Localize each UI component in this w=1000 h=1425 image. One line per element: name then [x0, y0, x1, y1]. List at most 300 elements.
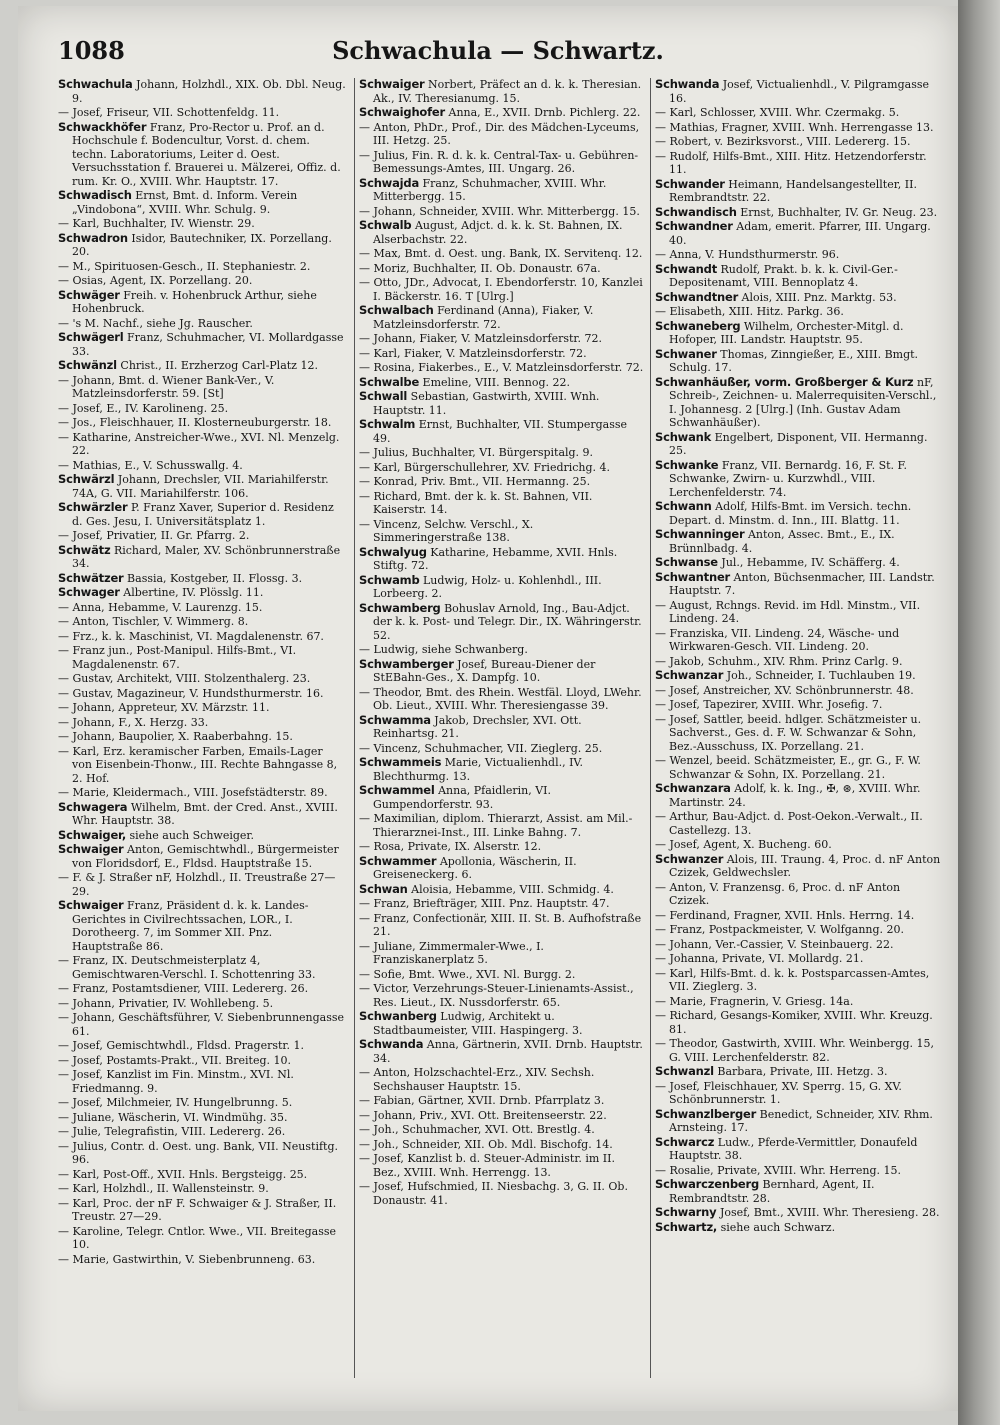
- entry-details: — Sofie, Bmt. Wwe., XVI. Nl. Burgg. 2.: [359, 967, 576, 981]
- entry-surname: Schwanzer: [655, 851, 724, 866]
- directory-page: [18, 6, 958, 1411]
- entry-surname: Schwanke: [655, 457, 719, 472]
- directory-entry: [58, 1140, 346, 1167]
- entry-details: Ernst, Buchhalter, VII. Stumpergasse 49.: [373, 418, 627, 445]
- directory-entry: [655, 348, 941, 375]
- entry-details: Bohuslav Arnold, Ing., Bau-Adjct. der k. k. Post- und Telegr. Dir., IX. Währingerstr. 52.: [373, 601, 642, 642]
- entry-surname: Schwarczenberg: [655, 1177, 759, 1191]
- entry-details: Jul., Hebamme, IV. Schäfferg. 4.: [721, 556, 900, 569]
- directory-entry: [58, 459, 346, 473]
- page-number: 1088: [58, 36, 125, 65]
- directory-entry: [58, 982, 346, 996]
- entry-details: — Karoline, Telegr. Cntlor. Wwe., VII. Breitegasse 10.: [58, 1224, 337, 1251]
- entry-details: Josef, Victualienhdl., V. Pilgramgasse 16.: [669, 78, 930, 105]
- directory-entry: [655, 78, 941, 105]
- entry-surname: Schwäger: [58, 287, 120, 302]
- entry-details: Anton, Büchsenmacher, III. Landstr. Hauptstr. 7.: [669, 570, 935, 597]
- directory-entry: [655, 150, 941, 177]
- entry-details: — Moriz, Buchhalter, II. Ob. Donaustr. 67a.: [359, 261, 601, 275]
- entry-details: Anna, Pfaidlerin, VI. Gumpendorferstr. 93.: [373, 784, 551, 811]
- entry-details: — Rosalie, Private, XVIII. Whr. Herreng. 15.: [655, 1163, 901, 1177]
- entry-details: — Anton, Holzschachtel-Erz., XIV. Sechsh. Sechshauser Hauptstr. 15.: [359, 1066, 595, 1093]
- directory-entry: [58, 1111, 346, 1125]
- directory-entry: [359, 897, 645, 911]
- directory-entry: [359, 968, 645, 982]
- directory-entry: [655, 754, 941, 781]
- entry-surname: Schwamma: [359, 712, 431, 727]
- directory-entry: [655, 853, 941, 880]
- entry-details: — Karl, Erz. keramischer Farben, Emails-Lager von Eisenbein-Thonw., III. Rechte Bahngasse 8, 2. Hof.: [58, 744, 338, 785]
- directory-entry: [359, 1066, 645, 1093]
- directory-entry: [359, 304, 645, 331]
- directory-entry: [655, 1164, 941, 1178]
- directory-entry: [58, 1068, 346, 1095]
- entry-details: nF, Schreib-, Zeichnen- u. Malerrequisiten-Verschl., I. Johannesg. 2 [Ulrg.] (Inh. Gustav Adam Schwanhäußer).: [669, 375, 937, 429]
- directory-entry: [655, 995, 941, 1009]
- entry-details: — Johann, Priv., XVI. Ott. Breitenseerstr. 22.: [359, 1108, 607, 1122]
- directory-entry: [655, 248, 941, 262]
- entry-details: — Josef, Agent, X. Bucheng. 60.: [655, 838, 832, 851]
- directory-entry: [359, 1123, 645, 1137]
- entry-details: Joh., Schneider, I. Tuchlauben 19.: [726, 669, 916, 682]
- entry-details: — Joh., Schneider, XII. Ob. Mdl. Bischofg. 14.: [359, 1137, 613, 1151]
- entry-details: — Karl, Fiaker, V. Matzleinsdorferstr. 72.: [359, 346, 587, 360]
- entry-surname: Schwammeis: [359, 755, 442, 769]
- directory-entry: [58, 331, 346, 358]
- entry-details: — Frz., k. k. Maschinist, VI. Magdalenenstr. 67.: [58, 629, 324, 643]
- directory-entry: [359, 912, 645, 939]
- directory-entry: [655, 810, 941, 837]
- page-edge: [958, 0, 1000, 1425]
- entry-surname: Schwanzl: [655, 1064, 714, 1078]
- directory-entry: [655, 206, 941, 220]
- entry-surname: Schwachula: [58, 78, 133, 91]
- entry-details: — Julius, Fin. R. d. k. k. Central-Tax- u. Gebühren-Bemessungs-Amtes, III. Ungarg. 26.: [359, 148, 639, 175]
- directory-entry: [359, 784, 645, 811]
- entry-details: Freih. v. Hohenbruck Arthur, siehe Hohenbruck.: [72, 288, 317, 315]
- entry-details: Thomas, Zinngießer, E., XIII. Bmgt. Schulg. 17.: [669, 347, 919, 374]
- directory-entry: [58, 801, 346, 828]
- entry-details: — Franz, Postamtsdiener, VIII. Ledererg. 26.: [58, 982, 309, 995]
- entry-details: Ludwig, Holz- u. Kohlenhdl., III. Lorbeerg. 2.: [373, 573, 602, 600]
- directory-entry: [359, 742, 645, 756]
- directory-entry: [58, 416, 346, 430]
- directory-entry: [655, 459, 941, 500]
- directory-entry: [58, 601, 346, 615]
- entry-details: Benedict, Schneider, XIV. Rhm. Arnsteing. 17.: [669, 1107, 933, 1134]
- entry-details: — Anna, V. Hundsthurmerstr. 96.: [655, 248, 840, 261]
- entry-surname: Schwanda: [655, 78, 720, 91]
- directory-entry: [655, 135, 941, 149]
- entry-details: Marie, Victualienhdl., IV. Blechthurmg. 13.: [373, 756, 583, 783]
- entry-details: — Rosa, Private, IX. Alserstr. 12.: [359, 840, 542, 853]
- entry-details: Franz, Präsident d. k. k. Landes-Gerichtes in Civilrechtssachen, LOR., I. Dorotheerg. 7, im Sommer XII. Pnz. Hauptstraße 86.: [72, 899, 309, 953]
- directory-entry: [58, 1225, 346, 1252]
- directory-entry: [655, 571, 941, 598]
- entry-surname: Schwartz,: [655, 1219, 718, 1234]
- directory-entry: [58, 260, 346, 274]
- directory-entry: [58, 1253, 346, 1267]
- entry-details: — Josef, Tapezirer, XVIII. Whr. Josefig. 7.: [655, 698, 883, 711]
- entry-details: — M., Spirituosen-Gesch., II. Stephaniestr. 2.: [58, 259, 311, 273]
- entry-details: — Fabian, Gärtner, XVII. Drnb. Pfarrplatz 3.: [359, 1094, 605, 1107]
- directory-entry: [655, 376, 941, 430]
- entry-surname: Schwann: [655, 499, 712, 513]
- directory-entry: [655, 923, 941, 937]
- directory-entry: [655, 655, 941, 669]
- directory-entry: [359, 602, 645, 643]
- directory-entry: [359, 1138, 645, 1152]
- entry-details: — Josef, Friseur, VII. Schottenfeldg. 11.: [58, 106, 280, 119]
- directory-entry: [655, 967, 941, 994]
- directory-entry: [655, 106, 941, 120]
- directory-entry: [58, 217, 346, 231]
- entry-details: Heimann, Handelsangestellter, II. Rembrandtstr. 22.: [669, 177, 917, 204]
- entry-surname: Schwärzler: [58, 500, 128, 514]
- entry-surname: Schwalyug: [359, 544, 427, 559]
- directory-entry: [359, 461, 645, 475]
- directory-entry: [58, 672, 346, 686]
- entry-surname: Schwadron: [58, 230, 128, 245]
- directory-entry: [359, 347, 645, 361]
- entry-details: — Johann, Appreteur, XV. Märzstr. 11.: [58, 701, 270, 714]
- directory-entry: [359, 546, 645, 573]
- entry-details: Franz, Schuhmacher, VI. Mollardgasse 33.: [72, 331, 344, 358]
- directory-entry: [655, 1065, 941, 1079]
- directory-entry: [58, 745, 346, 786]
- entry-details: — 's M. Nachf., siehe Jg. Rauscher.: [58, 316, 253, 330]
- directory-entry: [655, 1037, 941, 1064]
- entry-surname: Schwanzlberger: [655, 1106, 757, 1121]
- entry-details: Ludw., Pferde-Vermittler, Donaufeld Hauptstr. 38.: [669, 1135, 918, 1162]
- entry-details: — Karl, Post-Off., XVII. Hnls. Bergsteigg. 25.: [58, 1167, 308, 1181]
- entry-surname: Schwaighofer: [359, 105, 446, 119]
- columns: [58, 78, 941, 1378]
- entry-details: — Marie, Kleidermach., VIII. Josefstädterstr. 89.: [58, 786, 328, 799]
- entry-details: Anna, E., XVII. Drnb. Pichlerg. 22.: [448, 106, 641, 119]
- directory-entry: [58, 529, 346, 543]
- entry-details: — Josef, Anstreicher, XV. Schönbrunnerstr. 48.: [655, 683, 914, 697]
- directory-entry: [58, 374, 346, 401]
- entry-surname: Schwammer: [359, 853, 437, 868]
- directory-entry: [359, 940, 645, 967]
- entry-details: siehe auch Schwarz.: [720, 1220, 836, 1234]
- entry-surname: Schwandisch: [655, 204, 737, 219]
- entry-details: — Karl, Bürgerschullehrer, XV. Friedrichg. 4.: [359, 460, 611, 474]
- entry-details: — Vincenz, Selchw. Verschl., X. Simmeringerstraße 138.: [359, 517, 534, 544]
- entry-details: Ludwig, Architekt u. Stadtbaumeister, VIII. Haspingerg. 3.: [373, 1010, 583, 1037]
- entry-details: — Anna, Hebamme, V. Laurenzg. 15.: [58, 600, 263, 614]
- directory-entry: [359, 756, 645, 783]
- entry-surname: Schwaiger: [58, 842, 124, 856]
- entry-details: — Johann, Ver.-Cassier, V. Steinbauerg. 22.: [655, 937, 894, 951]
- directory-entry: [359, 574, 645, 601]
- directory-entry: [58, 843, 346, 870]
- entry-details: Anna, Gärtnerin, XVII. Drnb. Hauptstr. 34.: [373, 1038, 643, 1065]
- directory-entry: [58, 701, 346, 715]
- column-right: [650, 78, 941, 1378]
- directory-entry: [359, 475, 645, 489]
- entry-details: — Franziska, VII. Lindeng. 24, Wäsche- und Wirkwaren-Gesch. VII. Lindeng. 20.: [655, 626, 900, 653]
- entry-details: — Ferdinand, Fragner, XVII. Hnls. Herrng. 14.: [655, 908, 915, 922]
- entry-details: Bernhard, Agent, II. Rembrandtstr. 28.: [669, 1178, 875, 1205]
- directory-entry: [58, 1039, 346, 1053]
- entry-surname: Schwalbach: [359, 303, 434, 317]
- entry-details: — Wenzel, beeid. Schätzmeister, E., gr. G., F. W. Schwanzar & Sohn, IX. Porzellang. 21.: [655, 754, 921, 781]
- directory-entry: [359, 518, 645, 545]
- entry-surname: Schwackhöfer: [58, 119, 147, 134]
- entry-details: — Maximilian, diplom. Thierarzt, Assist. am Mil.-Thierarznei-Inst., III. Linke Bahng. 7.: [359, 812, 633, 839]
- entry-details: — Josef, Milchmeier, IV. Hungelbrunng. 5.: [58, 1096, 293, 1109]
- directory-entry: [655, 1080, 941, 1107]
- entry-details: — Jakob, Schuhm., XIV. Rhm. Prinz Carlg. 9.: [655, 654, 903, 668]
- entry-surname: Schwätz: [58, 542, 111, 557]
- entry-details: — Julius, Contr. d. Oest. ung. Bank, VII. Neustiftg. 96.: [58, 1139, 339, 1166]
- entry-surname: Schwandner: [655, 219, 733, 233]
- entry-details: — Josef, Sattler, beeid. hdlger. Schätzmeister u. Sachverst., Ges. d. F. W. Schwanzar & Sohn, Bez.-Ausschuss, IX. Porzellang. 21.: [655, 712, 922, 753]
- entry-details: Bassia, Kostgeber, II. Flossg. 3.: [127, 571, 303, 585]
- directory-entry: [58, 716, 346, 730]
- entry-details: — Johann, Baupolier, X. Raaberbahng. 15.: [58, 730, 293, 743]
- entry-surname: Schwanzara: [655, 781, 731, 795]
- page-header: [58, 36, 938, 76]
- directory-entry: [655, 1009, 941, 1036]
- entry-surname: Schwadisch: [58, 188, 132, 202]
- entry-surname: Schwandt: [655, 261, 717, 276]
- directory-entry: [58, 1011, 346, 1038]
- entry-surname: Schwärzl: [58, 472, 115, 486]
- entry-details: Katharine, Hebamme, XVII. Hnls. Stiftg. 72.: [373, 545, 618, 572]
- directory-entry: [58, 402, 346, 416]
- entry-surname: Schwanhäußer, vorm. Großberger & Kurz: [655, 374, 914, 389]
- directory-entry: [359, 446, 645, 460]
- directory-entry: [359, 106, 645, 120]
- entry-details: — Juliane, Zimmermaler-Wwe., I. Franziskanerplatz 5.: [359, 939, 544, 966]
- entry-details: — August, Rchngs. Revid. im Hdl. Minstm., VII. Lindeng. 24.: [655, 598, 921, 625]
- directory-entry: [58, 232, 346, 259]
- entry-surname: Schwank: [655, 429, 712, 444]
- entry-surname: Schwanninger: [655, 527, 745, 541]
- running-head: Schwachula — Schwartz.: [332, 36, 664, 65]
- entry-details: Johann, Drechsler, VII. Mariahilferstr. 74A, G. VII. Mariahilferstr. 106.: [72, 473, 329, 500]
- directory-entry: [655, 320, 941, 347]
- entry-details: — Theodor, Bmt. des Rhein. Westfäl. Lloyd, LWehr. Ob. Lieut., XVIII. Whr. Theresiengasse 39.: [359, 685, 642, 712]
- entry-surname: Schwarcz: [655, 1134, 715, 1149]
- directory-entry: [58, 786, 346, 800]
- entry-details: — Vincenz, Schuhmacher, VII. Zieglerg. 25.: [359, 741, 603, 755]
- entry-details: — Osias, Agent, IX. Porzellang. 20.: [58, 274, 253, 287]
- entry-details: August, Adjct. d. k. k. St. Bahnen, IX. Alserbachstr. 22.: [373, 219, 623, 246]
- entry-surname: Schwanda: [359, 1037, 424, 1051]
- directory-entry: [655, 881, 941, 908]
- entry-details: Alois, XIII. Pnz. Marktg. 53.: [741, 290, 897, 304]
- entry-details: — Anton, Tischler, V. Wimmerg. 8.: [58, 615, 249, 628]
- entry-details: — Max, Bmt. d. Oest. ung. Bank, IX. Servitenq. 12.: [359, 247, 643, 260]
- directory-entry: [359, 376, 645, 390]
- entry-details: — Josef, Privatier, II. Gr. Pfarrg. 2.: [58, 529, 250, 542]
- directory-entry: [359, 658, 645, 685]
- entry-surname: Schwandtner: [655, 289, 739, 304]
- directory-entry: [655, 1221, 941, 1235]
- directory-entry: [58, 1054, 346, 1068]
- directory-entry: [359, 1038, 645, 1065]
- entry-details: siehe auch Schweiger.: [129, 828, 254, 842]
- entry-details: — Anton, V. Franzensg. 6, Proc. d. nF Anton Czizek.: [655, 880, 901, 907]
- entry-details: — Franz jun., Post-Manipul. Hilfs-Bmt., VI. Magdalenenstr. 67.: [58, 644, 297, 671]
- entry-details: Albertine, IV. Plösslg. 11.: [123, 586, 264, 599]
- column-middle: [354, 78, 645, 1378]
- entry-surname: Schwaneberg: [655, 318, 741, 333]
- directory-entry: [58, 644, 346, 671]
- entry-surname: Schwarny: [655, 1205, 717, 1219]
- entry-details: Ernst, Bmt. d. Inform. Verein „Vindobona“, XVIII. Whr. Schulg. 9.: [72, 189, 298, 216]
- entry-surname: Schwander: [655, 176, 725, 191]
- entry-details: Alois, III. Traung. 4, Proc. d. nF Anton Czizek, Geldwechsler.: [669, 852, 941, 879]
- directory-entry: [58, 501, 346, 528]
- entry-details: Aloisia, Hebamme, VIII. Schmidg. 4.: [411, 882, 614, 896]
- entry-details: — Karl, Buchhalter, IV. Wienstr. 29.: [58, 217, 255, 230]
- entry-details: Norbert, Präfect an d. k. k. Theresian. Ak., IV. Theresianumg. 15.: [373, 78, 642, 105]
- entry-details: Josef, Bmt., XVIII. Whr. Theresieng. 28.: [719, 1206, 940, 1219]
- entry-details: Wilhelm, Bmt. der Cred. Anst., XVIII. Whr. Hauptstr. 38.: [72, 800, 338, 827]
- entry-details: — Franz, IX. Deutschmeisterplatz 4, Gemischtwaren-Verschl. I. Schottenring 33.: [58, 954, 316, 981]
- entry-details: — Gustav, Architekt, VIII. Stolzenthalerg. 23.: [58, 672, 311, 685]
- directory-entry: [58, 871, 346, 898]
- entry-details: Johann, Holzhdl., XIX. Ob. Dbl. Neug. 9.: [72, 78, 346, 105]
- entry-details: Anton, Gemischtwhdl., Bürgermeister von Floridsdorf, E., Fldsd. Hauptstraße 15.: [72, 843, 339, 870]
- entry-details: — Mathias, Fragner, XVIII. Wnh. Herrengasse 13.: [655, 120, 934, 134]
- directory-entry: [359, 714, 645, 741]
- directory-entry: [359, 390, 645, 417]
- entry-details: — Johann, Fiaker, V. Matzleinsdorferstr. 72.: [359, 332, 602, 345]
- entry-surname: Schwamberg: [359, 600, 441, 615]
- entry-details: Jakob, Drechsler, XVI. Ott. Reinhartsg. 21.: [373, 713, 582, 740]
- entry-details: — Johanna, Private, VI. Mollardg. 21.: [655, 952, 864, 965]
- directory-entry: [655, 1178, 941, 1205]
- directory-entry: [655, 178, 941, 205]
- entry-surname: Schwaiger: [58, 898, 124, 912]
- entry-details: — Franz, Confectionär, XIII. II. St. B. Aufhofstraße 21.: [359, 911, 642, 938]
- directory-entry: [58, 730, 346, 744]
- entry-details: — Johann, Schneider, XVIII. Whr. Mitterbergg. 15.: [359, 204, 640, 218]
- entry-details: Isidor, Bautechniker, IX. Porzellang. 20.: [72, 231, 332, 258]
- directory-entry: [359, 332, 645, 346]
- directory-entry: [655, 1206, 941, 1220]
- directory-entry: [58, 899, 346, 953]
- directory-entry: [359, 78, 645, 105]
- entry-details: — Marie, Gastwirthin, V. Siebenbrunneng. 63.: [58, 1252, 316, 1266]
- entry-details: Ferdinand (Anna), Fiaker, V. Matzleinsdorferstr. 72.: [373, 304, 594, 331]
- entry-details: Christ., II. Erzherzog Carl-Platz 12.: [120, 359, 318, 372]
- entry-details: — Jos., Fleischhauer, II. Klosterneuburgerstr. 18.: [58, 416, 332, 429]
- directory-entry: [359, 276, 645, 303]
- entry-details: — Mathias, E., V. Schusswallg. 4.: [58, 458, 243, 472]
- entry-details: Emeline, VIII. Bennog. 22.: [422, 375, 571, 389]
- directory-entry: [58, 274, 346, 288]
- entry-details: — Josef, E., IV. Karolineng. 25.: [58, 401, 229, 415]
- entry-details: — Arthur, Bau-Adjct. d. Post-Oekon.-Verwalt., II. Castellezg. 13.: [655, 810, 923, 837]
- entry-details: — Josef, Postamts-Prakt., VII. Breiteg. 10.: [58, 1053, 292, 1067]
- entry-surname: Schwätzer: [58, 570, 124, 585]
- entry-surname: Schwänzl: [58, 358, 117, 372]
- directory-entry: [359, 812, 645, 839]
- directory-entry: [58, 189, 346, 216]
- entry-surname: Schwamb: [359, 572, 420, 587]
- entry-details: Apollonia, Wäscherin, II. Greiseneckerg. 6.: [373, 854, 577, 881]
- entry-details: — Karl, Hilfs-Bmt. d. k. k. Postsparcassen-Amtes, VII. Zieglerg. 3.: [655, 966, 930, 993]
- column-left: [58, 78, 346, 1378]
- entry-details: — Johann, Geschäftsführer, V. Siebenbrunnengasse 61.: [58, 1011, 345, 1038]
- entry-details: — Julie, Telegrafistin, VIII. Ledererg. 26.: [58, 1125, 286, 1138]
- directory-entry: [655, 713, 941, 754]
- directory-entry: [359, 177, 645, 204]
- entry-surname: Schwan: [359, 881, 408, 896]
- directory-entry: [58, 954, 346, 981]
- entry-details: — Katharine, Anstreicher-Wwe., XVI. Nl. Menzelg. 22.: [58, 430, 340, 457]
- entry-surname: Schwaiger,: [58, 827, 126, 842]
- entry-surname: Schwaiger: [359, 78, 425, 91]
- directory-entry: [655, 782, 941, 809]
- directory-entry: [655, 669, 941, 683]
- directory-entry: [359, 149, 645, 176]
- entry-details: P. Franz Xaver, Superior d. Residenz d. Ges. Jesu, I. Universitätsplatz 1.: [72, 501, 334, 528]
- directory-entry: [655, 1108, 941, 1135]
- directory-entry: [58, 630, 346, 644]
- directory-entry: [359, 219, 645, 246]
- directory-entry: [359, 686, 645, 713]
- entry-details: — Rosina, Fiakerbes., E., V. Matzleinsdorferstr. 72.: [359, 361, 644, 374]
- directory-entry: [359, 643, 645, 657]
- entry-surname: Schwagera: [58, 799, 128, 814]
- entry-details: Franz, VII. Bernardg. 16, F. St. F. Schwanke, Zwirn- u. Kurzwhdl., VIII. Lerchenfelderstr. 74.: [669, 458, 907, 499]
- directory-entry: [58, 121, 346, 189]
- directory-entry: [359, 855, 645, 882]
- directory-entry: [359, 982, 645, 1009]
- directory-entry: [655, 220, 941, 247]
- entry-details: Adam, emerit. Pfarrer, III. Ungarg. 40.: [669, 220, 931, 247]
- directory-entry: [359, 1180, 645, 1207]
- entry-details: — Josef, Kanzlist im Fin. Minstm., XVI. Nl. Friedmanng. 9.: [58, 1068, 294, 1095]
- entry-details: — Richard, Gesangs-Komiker, XVIII. Whr. Kreuzg. 81.: [655, 1009, 933, 1036]
- directory-entry: [359, 883, 645, 897]
- directory-entry: [655, 838, 941, 852]
- entry-details: — Josef, Kanzlist b. d. Steuer-Administr. im II. Bez., XVIII. Wnh. Herrengg. 13.: [359, 1152, 615, 1179]
- entry-surname: Schwägerl: [58, 330, 124, 344]
- directory-entry: [58, 106, 346, 120]
- directory-entry: [655, 305, 941, 319]
- entry-details: — Franz, Postpackmeister, V. Wolfganng. 20.: [655, 923, 905, 936]
- entry-details: Anton, Assec. Bmt., E., IX. Brünnlbadg. 4.: [669, 528, 895, 555]
- entry-details: Barbara, Private, III. Hetzg. 3.: [717, 1065, 888, 1078]
- entry-details: — Marie, Fragnerin, V. Griesg. 14a.: [655, 994, 854, 1008]
- entry-details: — F. & J. Straßer nF, Holzhdl., II. Treustraße 27—29.: [58, 871, 336, 898]
- entry-details: — Gustav, Magazineur, V. Hundsthurmerstr. 16.: [58, 686, 324, 700]
- directory-entry: [359, 262, 645, 276]
- directory-entry: [359, 1109, 645, 1123]
- entry-details: Josef, Bureau-Diener der StEBahn-Ges., X. Dampfg. 10.: [373, 657, 596, 684]
- entry-surname: Schwamberger: [359, 656, 454, 671]
- entry-details: — Karl, Holzhdl., II. Wallensteinstr. 9.: [58, 1182, 269, 1195]
- directory-entry: [655, 528, 941, 555]
- entry-surname: Schwager: [58, 585, 120, 599]
- entry-details: — Karl, Schlosser, XVIII. Whr. Czermakg. 5.: [655, 106, 900, 119]
- directory-entry: [58, 1125, 346, 1139]
- directory-entry: [58, 289, 346, 316]
- entry-details: Franz, Schuhmacher, XVIII. Whr. Mitterbergg. 15.: [373, 176, 607, 203]
- directory-entry: [655, 263, 941, 290]
- entry-details: — Richard, Bmt. der k. k. St. Bahnen, VII. Kaiserstr. 14.: [359, 489, 593, 516]
- entry-details: — Otto, JDr., Advocat, I. Ebendorferstr. 10, Kanzlei I. Bäckerstr. 16. T [Ulrg.]: [359, 276, 643, 303]
